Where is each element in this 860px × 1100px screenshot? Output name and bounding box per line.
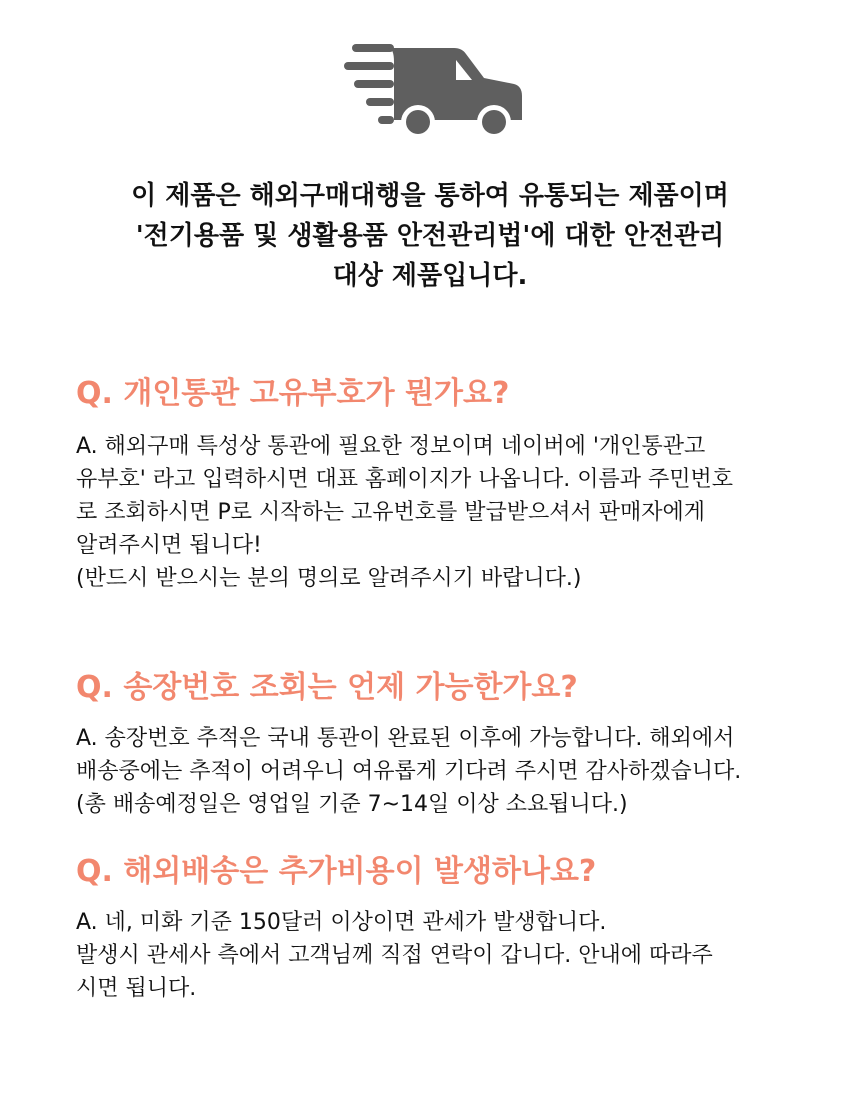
faq-item-extra-cost bbox=[76, 852, 820, 1005]
faq-answer bbox=[76, 430, 820, 595]
safety-notice bbox=[40, 176, 820, 296]
notice-line: '전기용품 및 생활용품 안전관리법'에 대한 안전관리 bbox=[135, 221, 725, 251]
faq-question: Q. 개인통관 고유부호가 뭔가요? bbox=[76, 376, 510, 411]
faq-answer-line: (반드시 받으시는 분의 명의로 알려주시기 바랍니다.) bbox=[76, 566, 582, 591]
faq-answer-line: A. 해외구매 특성상 통관에 필요한 정보이며 네이버에 '개인통관고 bbox=[76, 434, 706, 459]
faq-question: Q. 송장번호 조회는 언제 가능한가요? bbox=[76, 670, 578, 705]
faq-answer bbox=[76, 722, 820, 821]
faq-answer-line: 알려주시면 됩니다! bbox=[76, 533, 262, 558]
delivery-truck-icon bbox=[344, 38, 526, 144]
faq-answer-line: 시면 됩니다. bbox=[76, 976, 197, 1001]
faq-answer-line: 유부호' 라고 입력하시면 대표 홈페이지가 나옵니다. 이름과 주민번호 bbox=[76, 467, 734, 492]
faq-answer-line: (총 배송예정일은 영업일 기준 7~14일 이상 소요됩니다.) bbox=[76, 792, 628, 817]
faq-answer bbox=[76, 906, 820, 1005]
faq-answer-line: 로 조회하시면 P로 시작하는 고유번호를 발급받으셔서 판매자에게 bbox=[76, 500, 706, 525]
notice-line: 대상 제품입니다. bbox=[332, 261, 528, 291]
faq-answer-line: 발생시 관세사 측에서 고객님께 직접 연락이 갑니다. 안내에 따라주 bbox=[76, 943, 713, 968]
faq-item-tracking bbox=[76, 668, 820, 821]
faq-answer-line: A. 네, 미화 기준 150달러 이상이면 관세가 발생합니다. bbox=[76, 910, 607, 935]
notice-line: 이 제품은 해외구매대행을 통하여 유통되는 제품이며 bbox=[131, 181, 729, 211]
faq-item-customs-code bbox=[76, 374, 820, 595]
faq-answer-line: A. 송장번호 추적은 국내 통관이 완료된 이후에 가능합니다. 해외에서 bbox=[76, 726, 735, 751]
faq-question: Q. 해외배송은 추가비용이 발생하나요? bbox=[76, 854, 597, 889]
faq-answer-line: 배송중에는 추적이 어려우니 여유롭게 기다려 주시면 감사하겠습니다. bbox=[76, 759, 742, 784]
